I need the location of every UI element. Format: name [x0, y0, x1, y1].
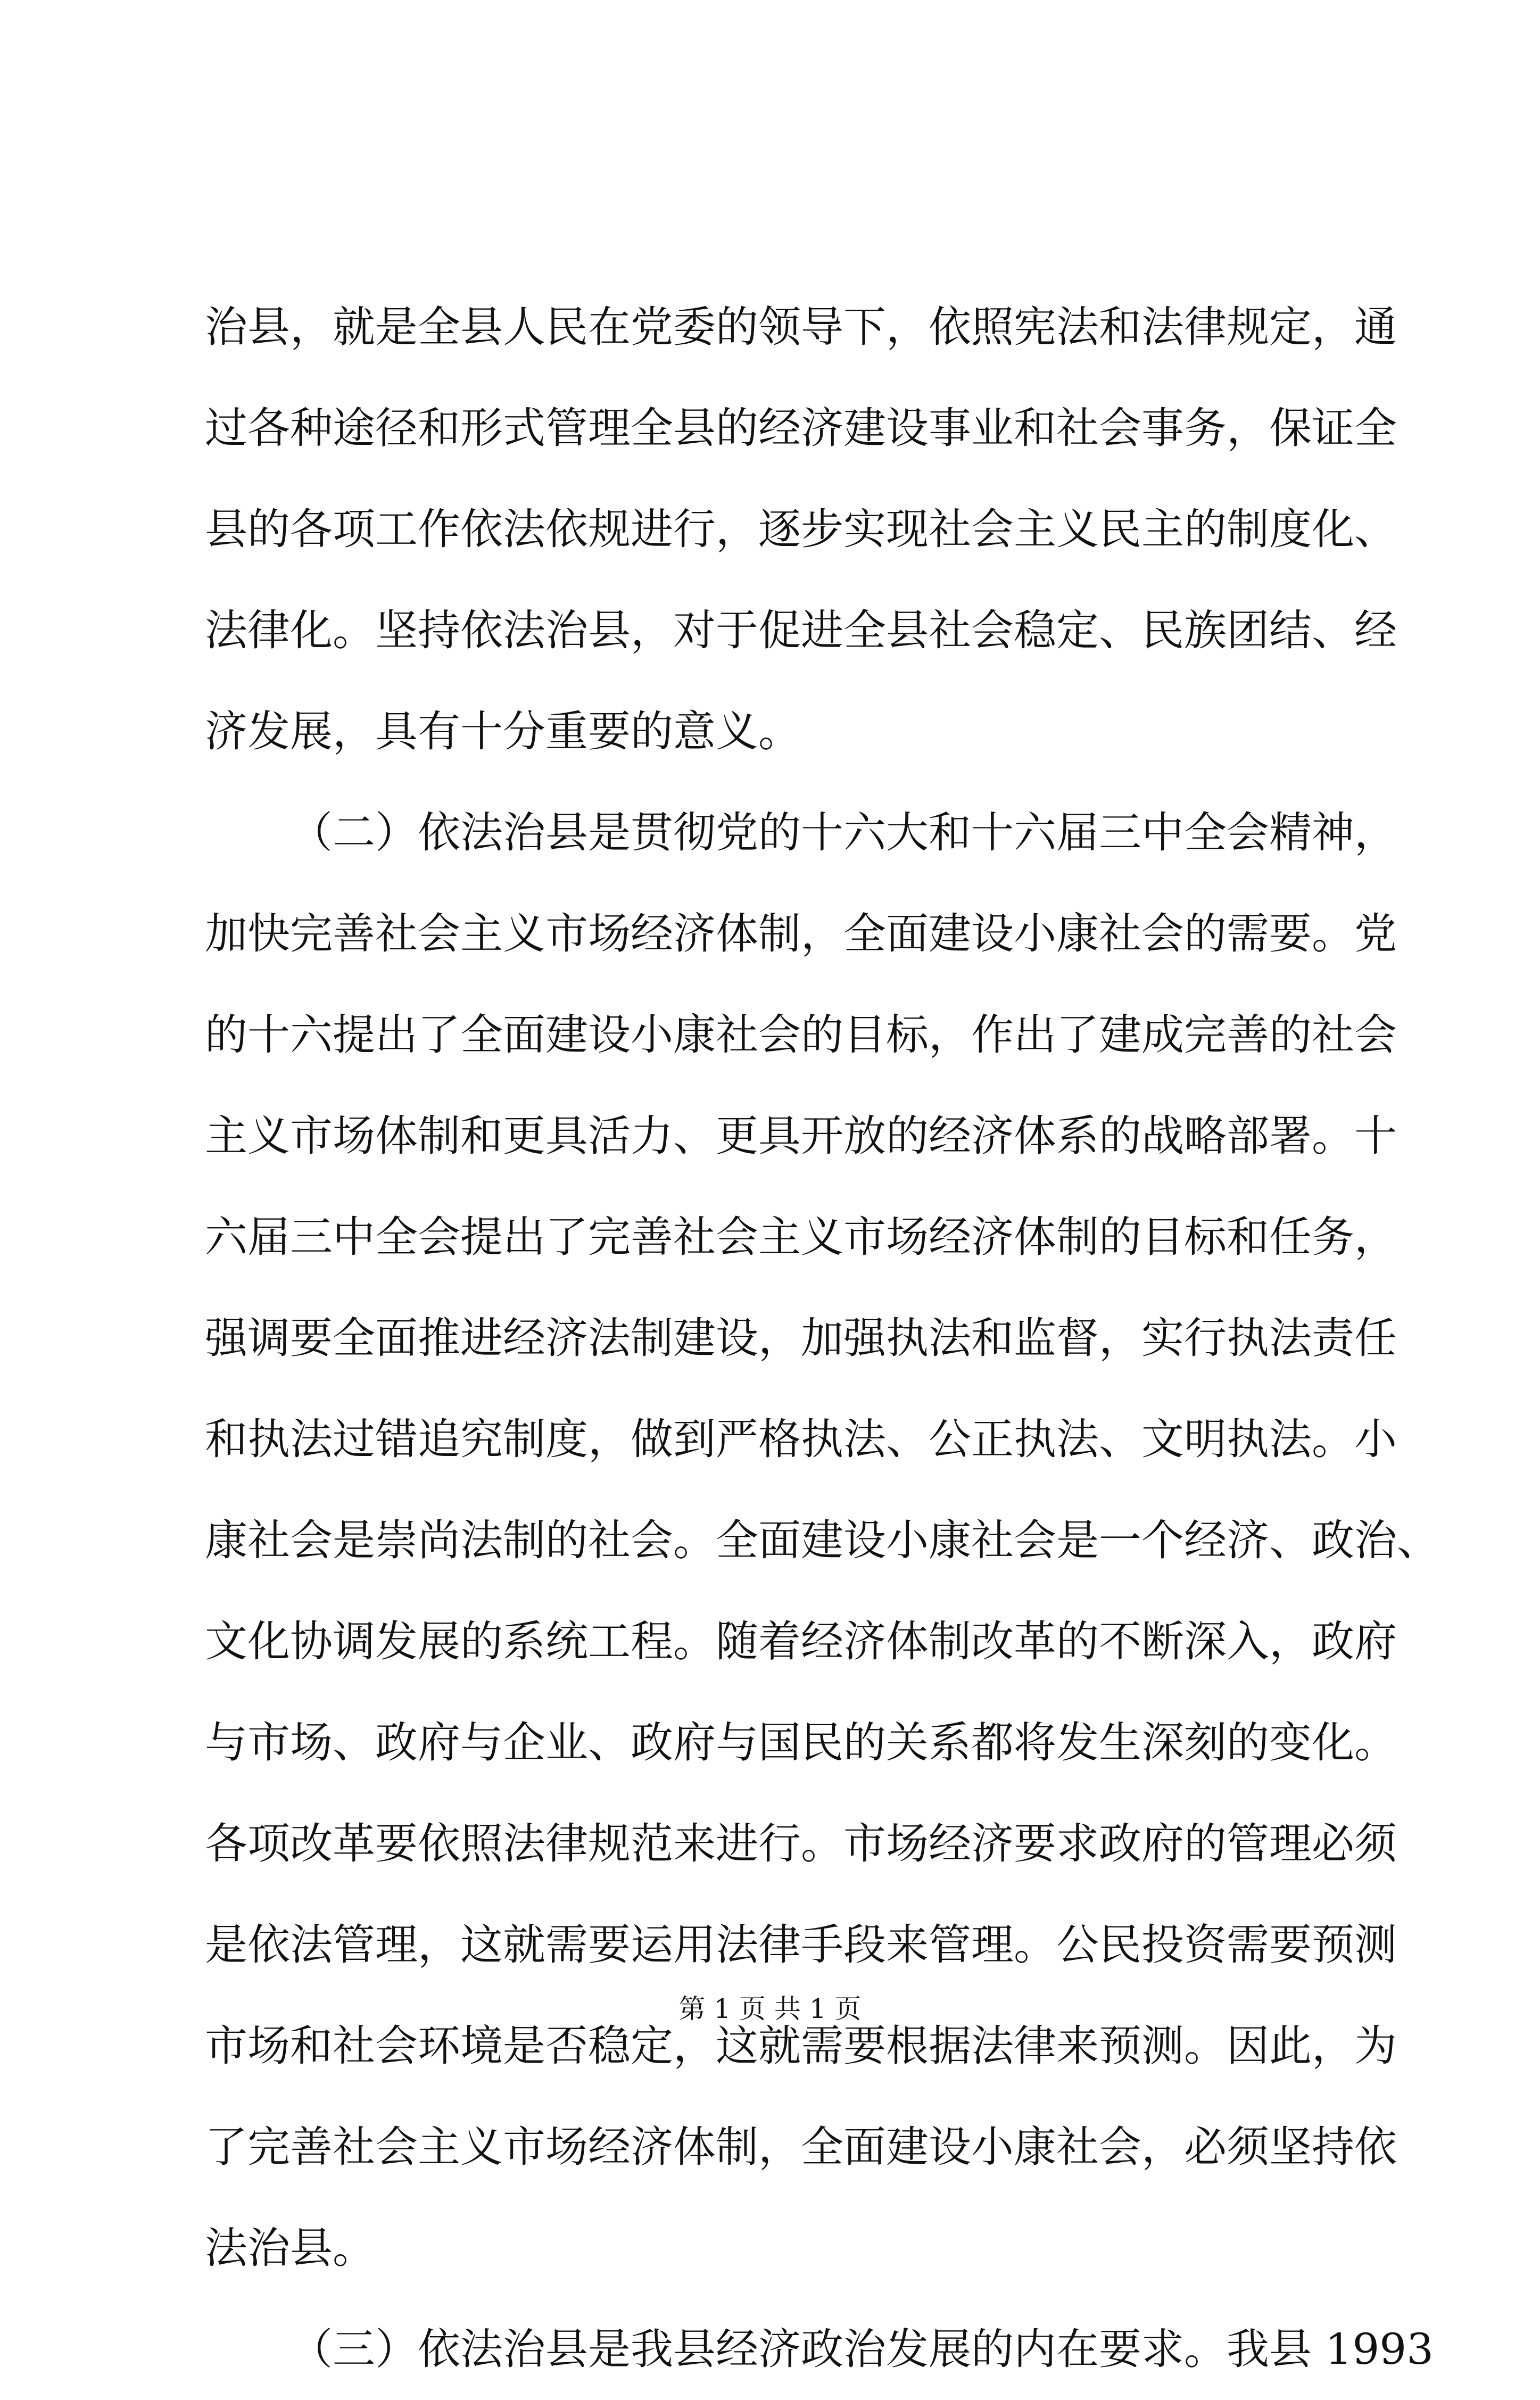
text-line: 的十六提出了全面建设小康社会的目标，作出了建成完善的社会 [205, 1010, 1397, 1060]
text-line: 了完善社会主义市场经济体制，全面建设小康社会，必须坚持依 [205, 2122, 1397, 2172]
page-footer: 第 1 页 共 1 页 [678, 1993, 862, 2024]
text-line: 县的各项工作依法依规进行，逐步实现社会主义民主的制度化、 [205, 504, 1397, 554]
text-line: 和执法过错追究制度，做到严格执法、公正执法、文明执法。小 [205, 1414, 1397, 1464]
text-line: 加快完善社会主义市场经济体制，全面建设小康社会的需要。党 [205, 909, 1397, 958]
text-line: 治县，就是全县人民在党委的领导下，依照宪法和法律规定，通 [205, 302, 1397, 352]
text-line: 是依法管理，这就需要运用法律手段来管理。公民投资需要预测 [205, 1920, 1397, 1969]
text-line: 法治县。 [205, 2223, 375, 2273]
text-line: 市场和社会环境是否稳定，这就需要根据法律来预测。因此，为 [205, 2021, 1397, 2071]
text-line: 济发展，具有十分重要的意义。 [205, 707, 801, 756]
paragraph-start-line: （三）依法治县是我县经济政治发展的内在要求。我县 1993 [290, 2324, 1434, 2374]
text-line: 康社会是崇尚法制的社会。全面建设小康社会是一个经济、政治、 [205, 1516, 1439, 1565]
text-line: 主义市场体制和更具活力、更具开放的经济体系的战略部署。十 [205, 1111, 1397, 1161]
text-line: 与市场、政府与企业、政府与国民的关系都将发生深刻的变化。 [205, 1718, 1397, 1767]
paragraph-start-line: （二）依法治县是贯彻党的十六大和十六届三中全会精神， [290, 808, 1397, 857]
text-line: 强调要全面推进经济法制建设，加强执法和监督，实行执法责任 [205, 1313, 1397, 1363]
text-line: 文化协调发展的系统工程。随着经济体制改革的不断深入，政府 [205, 1617, 1397, 1666]
text-line: 各项改革要依照法律规范来进行。市场经济要求政府的管理必须 [205, 1819, 1397, 1868]
text-line: 法律化。坚持依法治县，对于促进全县社会稳定、民族团结、经 [205, 606, 1397, 655]
text-line: 过各种途径和形式管理全县的经济建设事业和社会事务，保证全 [205, 403, 1397, 453]
text-line: 六届三中全会提出了完善社会主义市场经济体制的目标和任务， [205, 1212, 1397, 1262]
body-text [205, 277, 1439, 2400]
